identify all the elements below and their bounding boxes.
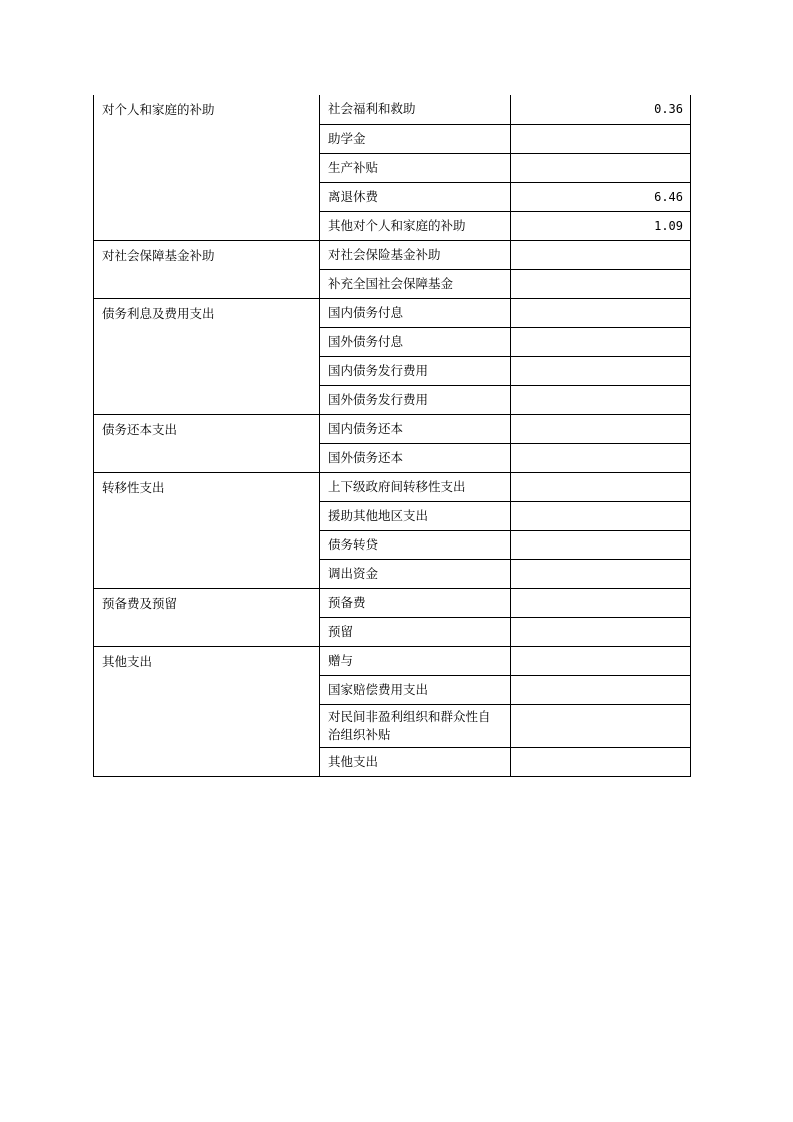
amount-cell — [511, 559, 691, 588]
item-name-cell: 补充全国社会保障基金 — [320, 269, 511, 298]
amount-cell: 0.36 — [511, 95, 691, 124]
item-name-cell: 国内债务还本 — [320, 414, 511, 443]
item-name-cell: 国内债务发行费用 — [320, 356, 511, 385]
amount-cell: 1.09 — [511, 211, 691, 240]
amount-cell — [511, 646, 691, 675]
amount-cell — [511, 298, 691, 327]
table-body — [94, 95, 691, 776]
amount-cell — [511, 240, 691, 269]
item-name-cell: 预备费 — [320, 588, 511, 617]
item-name-cell: 国家赔偿费用支出 — [320, 675, 511, 704]
table-row — [94, 95, 691, 124]
amount-cell — [511, 530, 691, 559]
item-name-cell: 对社会保险基金补助 — [320, 240, 511, 269]
item-name-cell: 助学金 — [320, 124, 511, 153]
item-name-cell: 国内债务付息 — [320, 298, 511, 327]
amount-cell — [511, 414, 691, 443]
amount-cell — [511, 617, 691, 646]
amount-cell — [511, 269, 691, 298]
amount-cell — [511, 675, 691, 704]
category-cell: 对个人和家庭的补助 — [94, 95, 320, 240]
item-name-cell: 生产补贴 — [320, 153, 511, 182]
item-name-cell: 国外债务还本 — [320, 443, 511, 472]
amount-cell — [511, 588, 691, 617]
amount-cell — [511, 443, 691, 472]
amount-cell — [511, 356, 691, 385]
table-row — [94, 588, 691, 617]
category-cell: 转移性支出 — [94, 472, 320, 588]
item-name-cell: 预留 — [320, 617, 511, 646]
table-row — [94, 240, 691, 269]
item-name-cell: 调出资金 — [320, 559, 511, 588]
amount-cell — [511, 747, 691, 776]
amount-cell: 6.46 — [511, 182, 691, 211]
budget-expenditure-table — [93, 95, 691, 777]
category-cell: 对社会保障基金补助 — [94, 240, 320, 298]
amount-cell — [511, 124, 691, 153]
table-row — [94, 414, 691, 443]
item-name-cell: 离退休费 — [320, 182, 511, 211]
amount-cell — [511, 501, 691, 530]
item-name-cell: 其他对个人和家庭的补助 — [320, 211, 511, 240]
item-name-cell: 赠与 — [320, 646, 511, 675]
item-name-cell: 上下级政府间转移性支出 — [320, 472, 511, 501]
table-row — [94, 646, 691, 675]
amount-cell — [511, 153, 691, 182]
item-name-cell: 国外债务付息 — [320, 327, 511, 356]
table-row — [94, 298, 691, 327]
amount-cell — [511, 327, 691, 356]
amount-cell — [511, 472, 691, 501]
amount-cell — [511, 704, 691, 747]
amount-cell — [511, 385, 691, 414]
category-cell: 债务利息及费用支出 — [94, 298, 320, 414]
category-cell: 其他支出 — [94, 646, 320, 776]
item-name-cell: 对民间非盈利组织和群众性自治组织补贴 — [320, 704, 511, 747]
item-name-cell: 国外债务发行费用 — [320, 385, 511, 414]
item-name-cell: 债务转贷 — [320, 530, 511, 559]
table-row — [94, 472, 691, 501]
item-name-cell: 援助其他地区支出 — [320, 501, 511, 530]
item-name-cell: 社会福利和救助 — [320, 95, 511, 124]
category-cell: 预备费及预留 — [94, 588, 320, 646]
category-cell: 债务还本支出 — [94, 414, 320, 472]
item-name-cell: 其他支出 — [320, 747, 511, 776]
